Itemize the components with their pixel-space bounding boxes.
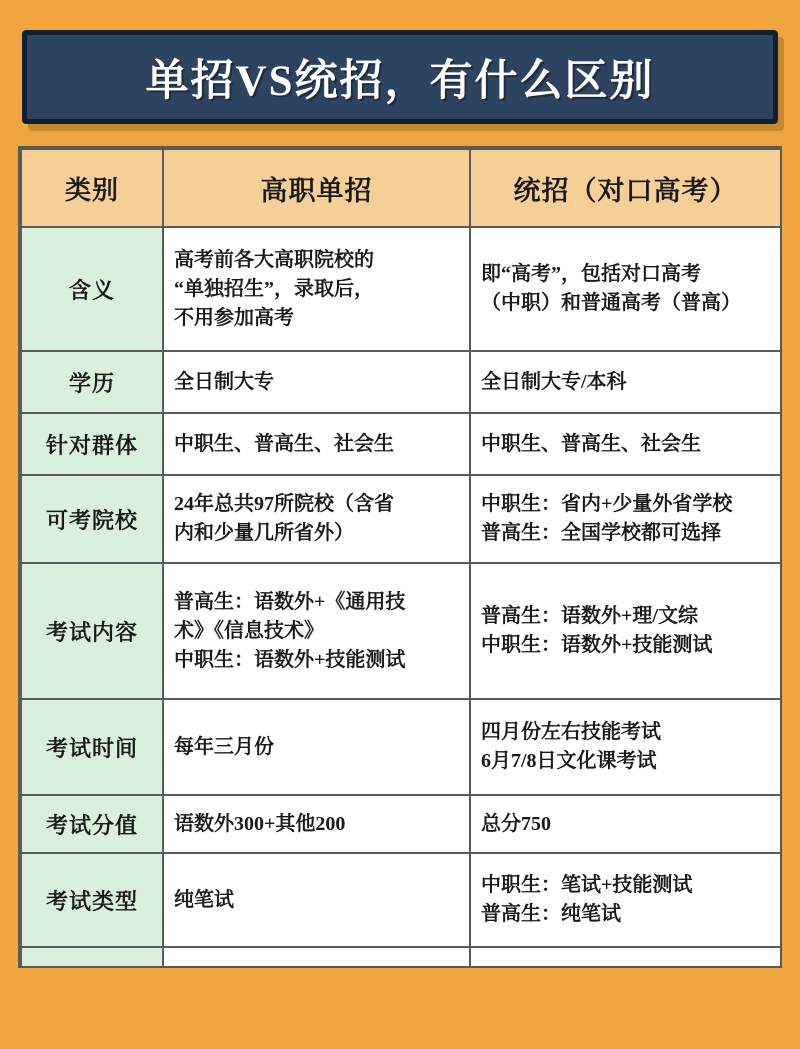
row-category: 学历 bbox=[21, 351, 163, 413]
text-line: 普高生：语数外+《通用技 bbox=[174, 590, 406, 613]
row-value-danzhao bbox=[163, 853, 470, 947]
text-line: 普高生：语数外+理/文综 bbox=[481, 605, 698, 627]
row-value-tongzhao bbox=[470, 413, 781, 475]
row-category: 针对群体 bbox=[21, 413, 163, 475]
text-line: 普高生：纯笔试 bbox=[481, 903, 621, 925]
table-row bbox=[21, 853, 781, 947]
text-line: 每年三月份 bbox=[174, 735, 274, 758]
table-row bbox=[21, 475, 781, 563]
row-category: 考试时间 bbox=[21, 699, 163, 795]
header-cell-tongzhao: 统招（对口高考） bbox=[470, 149, 781, 227]
row-value-tongzhao bbox=[470, 947, 781, 967]
header-cell-danzhao: 高职单招 bbox=[163, 149, 470, 227]
text-line: 内和少量几所省外） bbox=[174, 522, 354, 544]
text-line: 24年总共97所院校（含省 bbox=[174, 493, 394, 515]
text-line: 全日制大专/本科 bbox=[481, 370, 627, 393]
comparison-table bbox=[20, 148, 782, 968]
row-value-danzhao bbox=[163, 795, 470, 853]
header-cell-category: 类别 bbox=[21, 149, 163, 227]
row-value-tongzhao bbox=[470, 699, 781, 795]
row-value-tongzhao bbox=[470, 853, 781, 947]
table-row bbox=[21, 699, 781, 795]
row-value-danzhao bbox=[163, 699, 470, 795]
table-body bbox=[21, 227, 781, 967]
row-value-danzhao bbox=[163, 227, 470, 351]
row-category: 可考院校 bbox=[21, 475, 163, 563]
text-line: “单独招生”，录取后， bbox=[174, 277, 374, 300]
text-line: 高考前各大高职院校的 bbox=[174, 248, 374, 271]
row-value-danzhao bbox=[163, 413, 470, 475]
row-category: 考试分值 bbox=[21, 795, 163, 853]
text-line: 即“高考”，包括对口高考 bbox=[481, 263, 701, 285]
table-row-partial bbox=[21, 947, 781, 967]
row-category bbox=[21, 947, 163, 967]
text-line: 中职生：语数外+技能测试 bbox=[174, 648, 406, 671]
text-line: 6月7/8日文化课考试 bbox=[481, 750, 657, 772]
table-header bbox=[21, 149, 781, 227]
row-value-danzhao bbox=[163, 475, 470, 563]
table-row bbox=[21, 563, 781, 699]
text-line: 语数外300+其他200 bbox=[174, 812, 346, 835]
table-row bbox=[21, 413, 781, 475]
row-value-tongzhao bbox=[470, 475, 781, 563]
row-category: 含义 bbox=[21, 227, 163, 351]
text-line: 中职生：省内+少量外省学校 bbox=[481, 493, 733, 515]
table-row bbox=[21, 795, 781, 853]
row-value-tongzhao bbox=[470, 563, 781, 699]
row-value-danzhao bbox=[163, 351, 470, 413]
text-line: （中职）和普通高考（普高） bbox=[481, 292, 741, 314]
text-line: 总分750 bbox=[481, 812, 551, 835]
row-value-danzhao bbox=[163, 947, 470, 967]
table-header-row bbox=[21, 149, 781, 227]
text-line: 中职生、普高生、社会生 bbox=[481, 432, 701, 455]
row-value-danzhao bbox=[163, 563, 470, 699]
row-value-tongzhao bbox=[470, 351, 781, 413]
text-line: 中职生：笔试+技能测试 bbox=[481, 874, 693, 896]
page-title: 单招VS统招，有什么区别 bbox=[145, 57, 655, 105]
text-line: 全日制大专 bbox=[174, 370, 274, 393]
text-line: 不用参加高考 bbox=[174, 306, 294, 329]
table-row bbox=[21, 351, 781, 413]
text-line: 纯笔试 bbox=[174, 888, 234, 911]
text-line: 术》《信息技术》 bbox=[174, 619, 324, 642]
row-category: 考试内容 bbox=[21, 563, 163, 699]
table-row bbox=[21, 227, 781, 351]
title-banner bbox=[22, 30, 778, 124]
row-value-tongzhao bbox=[470, 227, 781, 351]
text-line: 中职生、普高生、社会生 bbox=[174, 432, 394, 455]
text-line: 四月份左右技能考试 bbox=[481, 721, 661, 743]
row-value-tongzhao bbox=[470, 795, 781, 853]
text-line: 普高生：全国学校都可选择 bbox=[481, 522, 721, 544]
comparison-table-container bbox=[18, 146, 782, 968]
poster-page bbox=[0, 30, 800, 1049]
text-line: 中职生：语数外+技能测试 bbox=[481, 634, 713, 656]
row-category: 考试类型 bbox=[21, 853, 163, 947]
